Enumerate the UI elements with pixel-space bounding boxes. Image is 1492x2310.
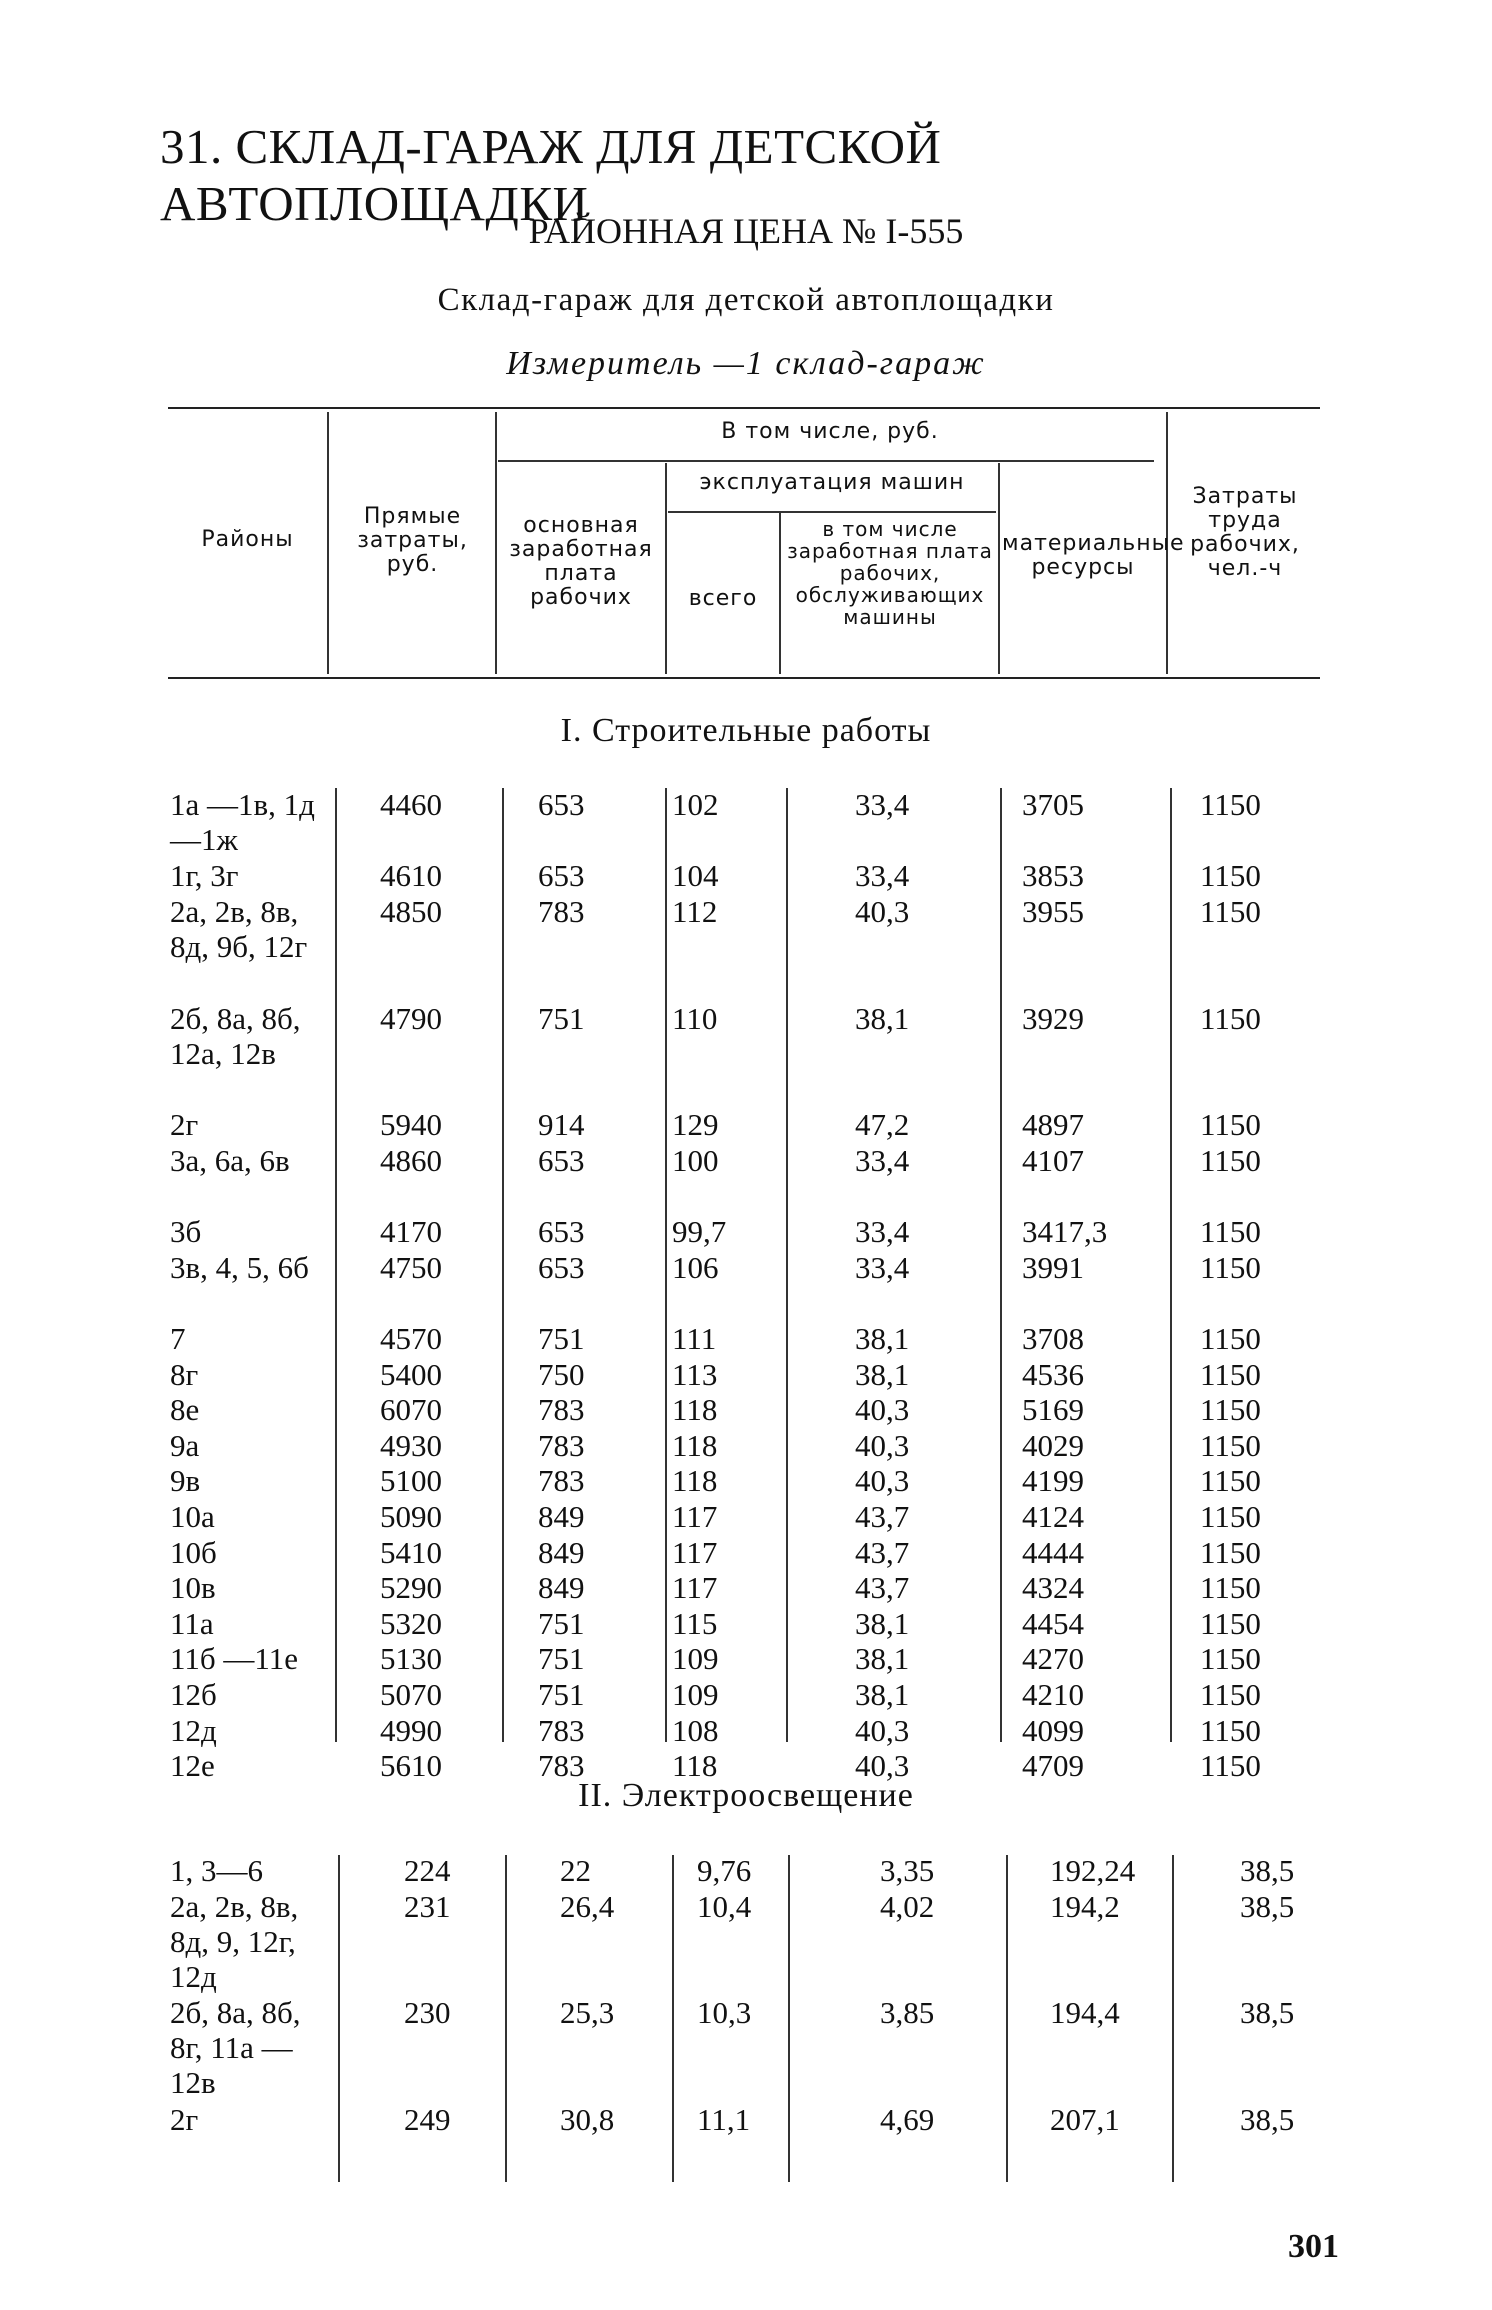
table-row [0,1641,1492,1676]
direct-costs-cell: 5940 [380,1107,442,1143]
header-base-salary: основная заработная плата рабочих [509,513,653,610]
base-salary-cell: 653 [538,787,585,822]
direct-costs-cell: 5130 [380,1641,442,1677]
materials-cell: 3929 [1022,1000,1084,1036]
materials-cell: 4444 [1022,1534,1084,1570]
page-title: 31. СКЛАД-ГАРАЖ ДЛЯ ДЕТСКОЙ АВТОПЛОЩАДКИ [160,119,942,231]
region-cell: 3в, 4, 5, 6б [170,1249,309,1285]
base-salary-cell: 783 [538,1392,585,1428]
header-including: В том числе, руб. [721,419,939,444]
materials-cell: 3853 [1022,858,1084,894]
materials-cell: 3991 [1022,1249,1084,1285]
direct-costs-cell: 4860 [380,1143,442,1178]
machines-salary-cell: 40,3 [855,1748,910,1784]
labor-cell: 38,5 [1240,1853,1295,1888]
materials-cell: 3955 [1022,893,1084,929]
base-salary-cell: 751 [538,1000,585,1036]
machines-total-cell: 117 [672,1570,718,1606]
direct-costs-cell: 5100 [380,1463,442,1499]
region-cell: 11а [170,1605,214,1641]
labor-cell: 1150 [1200,1605,1261,1641]
labor-cell: 1150 [1200,787,1261,822]
base-salary-cell: 751 [538,1605,585,1641]
header-machines: эксплуатация машин [699,470,965,495]
header-rule [498,460,1154,462]
region-cell: 10а [170,1499,215,1534]
machines-salary-cell: 40,3 [855,1392,910,1428]
direct-costs-cell: 5090 [380,1499,442,1534]
machines-salary-cell: 3,35 [880,1853,935,1888]
header-divider [998,463,1000,674]
materials-cell: 3705 [1022,787,1084,822]
base-salary-cell: 750 [538,1356,585,1392]
base-salary-cell: 25,3 [560,1995,615,2031]
table-row [0,1357,1492,1392]
table-row [0,1428,1492,1463]
region-cell: 1г, 3г [170,858,239,894]
header-bottom-rule [168,677,1320,679]
direct-costs-cell: 4930 [380,1427,442,1463]
base-salary-cell: 653 [538,1143,585,1178]
base-salary-cell: 653 [538,858,585,894]
direct-costs-cell: 6070 [380,1392,442,1428]
materials-cell: 5169 [1022,1392,1084,1428]
table-row [0,1535,1492,1570]
machines-salary-cell: 4,69 [880,2102,935,2138]
direct-costs-cell: 5410 [380,1534,442,1570]
materials-cell: 4324 [1022,1570,1084,1606]
price-number: РАЙОННАЯ ЦЕНА № I-555 [528,211,964,251]
labor-cell: 1150 [1200,1249,1261,1285]
machines-total-cell: 100 [672,1143,719,1178]
region-cell: 2а, 2в, 8в, 8д, 9, 12г, 12д [170,1888,299,1994]
direct-costs-cell: 230 [404,1995,451,2031]
machines-total-cell: 110 [672,1000,718,1036]
machines-total-cell: 112 [672,893,718,929]
base-salary-cell: 849 [538,1534,585,1570]
machines-total-cell: 109 [672,1641,719,1677]
machines-total-cell: 99,7 [672,1214,727,1250]
base-salary-cell: 783 [538,1748,585,1784]
materials-cell: 4124 [1022,1499,1084,1534]
region-cell: 12е [170,1748,215,1784]
direct-costs-cell: 224 [404,1853,451,1888]
machines-salary-cell: 38,1 [855,1677,910,1712]
labor-cell: 1150 [1200,1107,1261,1143]
header-materials: материальные ресурсы [1002,531,1185,580]
machines-total-cell: 9,76 [697,1853,752,1888]
machines-total-cell: 10,4 [697,1888,752,1924]
machines-salary-cell: 33,4 [855,1214,910,1250]
table-row [0,1143,1492,1178]
header-rule [668,511,996,513]
machines-total-cell: 117 [672,1534,718,1570]
table-row [0,1606,1492,1641]
labor-cell: 1150 [1200,1570,1261,1606]
direct-costs-cell: 5400 [380,1356,442,1392]
table-row [0,1677,1492,1712]
labor-cell: 1150 [1200,1712,1261,1748]
materials-cell: 3708 [1022,1321,1084,1356]
header-labor: Затраты труда рабочих, чел.-ч [1190,484,1300,581]
header-divider [495,412,497,674]
machines-total-cell: 113 [672,1356,718,1392]
materials-cell: 4709 [1022,1748,1084,1784]
table-row [0,1392,1492,1427]
machines-salary-cell: 38,1 [855,1641,910,1677]
table-row [0,1214,1492,1249]
direct-costs-cell: 4790 [380,1000,442,1036]
labor-cell: 38,5 [1240,1888,1295,1924]
region-cell: 2б, 8а, 8б, 12а, 12в [170,1000,301,1071]
labor-cell: 1150 [1200,1000,1261,1036]
direct-costs-cell: 5320 [380,1605,442,1641]
labor-cell: 1150 [1200,1427,1261,1463]
materials-cell: 194,4 [1050,1995,1120,2031]
table-row [0,1463,1492,1498]
region-cell: 2а, 2в, 8в, 8д, 9б, 12г [170,893,308,964]
machines-total-cell: 117 [672,1499,718,1534]
machines-salary-cell: 33,4 [855,858,910,894]
region-cell: 1, 3—6 [170,1853,263,1888]
materials-cell: 4270 [1022,1641,1084,1677]
machines-total-cell: 118 [672,1463,718,1499]
machines-total-cell: 129 [672,1107,719,1143]
labor-cell: 1150 [1200,1214,1261,1250]
table-row [0,787,1492,857]
base-salary-cell: 849 [538,1570,585,1606]
direct-costs-cell: 4750 [380,1249,442,1285]
base-salary-cell: 22 [560,1853,591,1888]
materials-cell: 207,1 [1050,2102,1120,2138]
region-cell: 7 [170,1321,186,1356]
materials-cell: 4029 [1022,1427,1084,1463]
machines-total-cell: 10,3 [697,1995,752,2031]
region-cell: 12б [170,1677,217,1712]
table-row [0,1570,1492,1605]
labor-cell: 1150 [1200,1321,1261,1356]
labor-cell: 1150 [1200,1392,1261,1428]
labor-cell: 1150 [1200,1748,1261,1784]
region-cell: 9в [170,1463,201,1499]
materials-cell: 4536 [1022,1356,1084,1392]
base-salary-cell: 783 [538,1712,585,1748]
machines-salary-cell: 40,3 [855,1712,910,1748]
machines-total-cell: 109 [672,1677,719,1712]
region-cell: 3а, 6а, 6в [170,1143,290,1178]
region-cell: 3б [170,1214,202,1250]
machines-total-cell: 118 [672,1427,718,1463]
machines-salary-cell: 40,3 [855,1463,910,1499]
machines-total-cell: 108 [672,1712,719,1748]
labor-cell: 1150 [1200,1143,1261,1178]
region-cell: 9а [170,1427,200,1463]
machines-salary-cell: 43,7 [855,1570,910,1606]
machines-salary-cell: 38,1 [855,1605,910,1641]
machines-total-cell: 106 [672,1249,719,1285]
labor-cell: 38,5 [1240,1995,1295,2031]
header-divider [665,463,667,674]
table-row [0,1107,1492,1142]
section-title: I. Строительные работы [560,712,932,749]
machines-total-cell: 115 [672,1605,718,1641]
direct-costs-cell: 4850 [380,893,442,929]
machines-salary-cell: 40,3 [855,1427,910,1463]
table-row [0,2102,1492,2137]
direct-costs-cell: 4460 [380,787,442,822]
base-salary-cell: 914 [538,1107,585,1143]
base-salary-cell: 783 [538,1463,585,1499]
direct-costs-cell: 4990 [380,1712,442,1748]
base-salary-cell: 783 [538,893,585,929]
unit-of-measure: Измеритель —1 склад-гараж [506,345,986,382]
labor-cell: 1150 [1200,1677,1261,1712]
header-divider [779,513,781,674]
header-machines-total: всего [688,586,758,611]
table-row [0,1250,1492,1285]
machines-total-cell: 11,1 [697,2102,751,2138]
table-row [0,893,1492,964]
machines-salary-cell: 38,1 [855,1356,910,1392]
direct-costs-cell: 249 [404,2102,451,2138]
machines-salary-cell: 43,7 [855,1534,910,1570]
table-row [0,858,1492,893]
direct-costs-cell: 5610 [380,1748,442,1784]
page-number: 301 [1288,2228,1339,2265]
machines-salary-cell: 40,3 [855,893,910,929]
materials-cell: 192,24 [1050,1853,1136,1888]
labor-cell: 1150 [1200,1534,1261,1570]
header-regions: Районы [201,527,294,552]
machines-salary-cell: 33,4 [855,1249,910,1285]
machines-salary-cell: 38,1 [855,1321,910,1356]
table-row [0,1888,1492,1994]
base-salary-cell: 30,8 [560,2102,615,2138]
region-cell: 11б —11е [170,1641,298,1677]
machines-salary-cell: 38,1 [855,1000,910,1036]
region-cell: 2г [170,1107,199,1143]
header-machines-salary: в том числе заработная плата рабочих, обслуживающих машины [787,517,993,629]
direct-costs-cell: 4570 [380,1321,442,1356]
labor-cell: 1150 [1200,1499,1261,1534]
direct-costs-cell: 231 [404,1888,451,1924]
table-top-rule [168,407,1320,409]
labor-cell: 1150 [1200,893,1261,929]
base-salary-cell: 751 [538,1641,585,1677]
table-row [0,1499,1492,1534]
base-salary-cell: 849 [538,1499,585,1534]
object-name: Склад-гараж для детской автоплощадки [437,282,1055,318]
materials-cell: 4897 [1022,1107,1084,1143]
table-row [0,1713,1492,1748]
labor-cell: 1150 [1200,858,1261,894]
base-salary-cell: 653 [538,1249,585,1285]
table-row [0,1853,1492,1888]
materials-cell: 4210 [1022,1677,1084,1712]
section-title: II. Электроосвещение [578,1777,914,1814]
header-direct-costs: Прямые затраты, руб. [357,504,468,577]
machines-total-cell: 118 [672,1392,718,1428]
materials-cell: 194,2 [1050,1888,1120,1924]
machines-salary-cell: 3,85 [880,1995,935,2031]
materials-cell: 4454 [1022,1605,1084,1641]
direct-costs-cell: 4170 [380,1214,442,1250]
labor-cell: 1150 [1200,1641,1261,1677]
machines-total-cell: 104 [672,858,719,894]
labor-cell: 1150 [1200,1356,1261,1392]
materials-cell: 4099 [1022,1712,1084,1748]
region-cell: 10в [170,1570,216,1606]
direct-costs-cell: 5070 [380,1677,442,1712]
materials-cell: 3417,3 [1022,1214,1108,1250]
base-salary-cell: 751 [538,1321,585,1356]
labor-cell: 1150 [1200,1463,1261,1499]
table-row [0,1321,1492,1356]
labor-cell: 38,5 [1240,2102,1295,2138]
table-row [0,1000,1492,1071]
region-cell: 2б, 8а, 8б, 8г, 11а — 12в [170,1995,301,2101]
machines-salary-cell: 4,02 [880,1888,935,1924]
machines-total-cell: 102 [672,787,719,822]
materials-cell: 4107 [1022,1143,1084,1178]
region-cell: 8г [170,1356,199,1392]
direct-costs-cell: 4610 [380,858,442,894]
materials-cell: 4199 [1022,1463,1084,1499]
region-cell: 12д [170,1712,217,1748]
machines-total-cell: 111 [672,1321,717,1356]
machines-salary-cell: 47,2 [855,1107,910,1143]
region-cell: 1а —1в, 1д —1ж [170,787,315,857]
region-cell: 2г [170,2102,199,2138]
base-salary-cell: 653 [538,1214,585,1250]
machines-salary-cell: 33,4 [855,1143,910,1178]
region-cell: 10б [170,1534,217,1570]
region-cell: 8е [170,1392,200,1428]
base-salary-cell: 26,4 [560,1888,615,1924]
machines-salary-cell: 43,7 [855,1499,910,1534]
machines-total-cell: 118 [672,1748,718,1784]
base-salary-cell: 751 [538,1677,585,1712]
machines-salary-cell: 33,4 [855,787,910,822]
base-salary-cell: 783 [538,1427,585,1463]
header-divider [327,412,329,674]
table-row [0,1995,1492,2101]
direct-costs-cell: 5290 [380,1570,442,1606]
